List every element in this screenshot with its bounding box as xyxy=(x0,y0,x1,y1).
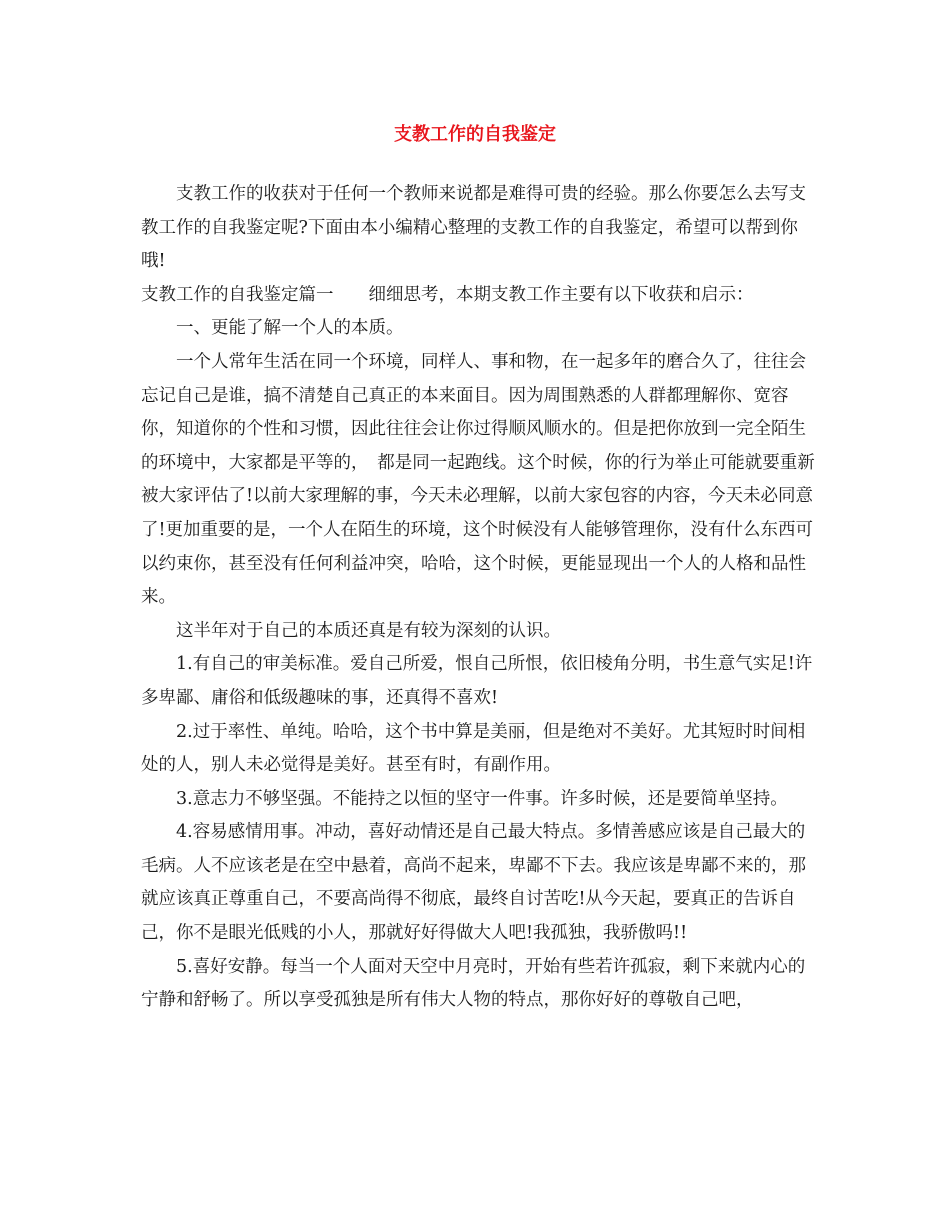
list-item-paragraph: 5.喜好安静。每当一个人面对天空中月亮时，开始有些若许孤寂，剩下来就内心的宁静和舒畅了。所以享受孤独是所有伟大人物的特点，那你好好的尊敬自己吧， xyxy=(141,956,806,1011)
document-body xyxy=(141,178,821,1018)
subheading-paragraph: 一、更能了解一个人的本质。 xyxy=(176,318,404,339)
list-item-paragraph: 3.意志力不够坚强。不能持之以恒的坚守一件事。许多时候，还是要简单坚持。 xyxy=(176,788,788,809)
body-paragraph: 这半年对于自己的本质还真是有较为深刻的认识。 xyxy=(176,620,561,641)
intro-paragraph: 支教工作的收获对于任何一个教师来说都是难得可贵的经验。那么你要怎么去写支教工作的自我鉴定呢?下面由本小编精心整理的支教工作的自我鉴定，希望可以帮到你哦! xyxy=(141,184,806,272)
section-heading-paragraph: 支教工作的自我鉴定篇一 细细思考，本期支教工作主要有以下收获和启示： xyxy=(141,284,754,305)
list-item-paragraph: 4.容易感情用事。冲动，喜好动情还是自己最大特点。多情善感应该是自己最大的毛病。人不应该老是在空中悬着，高尚不起来，卑鄙不下去。我应该是卑鄙不来的，那就应该真正尊重自己，不要高尚得不彻底，最终自讨苦吃!从今天起，要真正的告诉自己，你不是眼光低贱的小人，那就好好得做大人吧!我孤独，我骄傲吗!! xyxy=(141,822,806,944)
body-paragraph: 一个人常年生活在同一个环境，同样人、事和物，在一起多年的磨合久了，往往会忘记自己是谁，搞不清楚自己真正的本来面目。因为周围熟悉的人群都理解你、宽容你，知道你的个性和习惯，因此往往会让你过得顺风顺水的。但是把你放到一完全陌生的环境中，大家都是平等的， 都是同一起跑线。这个时候，你的行为举止可能就要重新被大家评估了!以前大家理解的事，今天未必理解，以前大家包容的内容，今天未必同意了!更加重要的是，一个人在陌生的环境，这个时候没有人能够管理你，没有什么东西可以约束你，甚至没有任何利益冲突，哈哈，这个时候，更能显现出一个人的人格和品性来。 xyxy=(141,351,815,608)
list-item-paragraph: 2.过于率性、单纯。哈哈，这个书中算是美丽，但是绝对不美好。尤其短时时间相处的人，别人未必觉得是美好。甚至有时，有副作用。 xyxy=(141,721,806,776)
document-title: 支教工作的自我鉴定 xyxy=(394,124,556,145)
list-item-paragraph: 1.有自己的审美标准。爱自己所爱，恨自己所恨，依旧棱角分明，书生意气实足!许多卑鄙、庸俗和低级趣味的事，还真得不喜欢! xyxy=(141,654,813,708)
